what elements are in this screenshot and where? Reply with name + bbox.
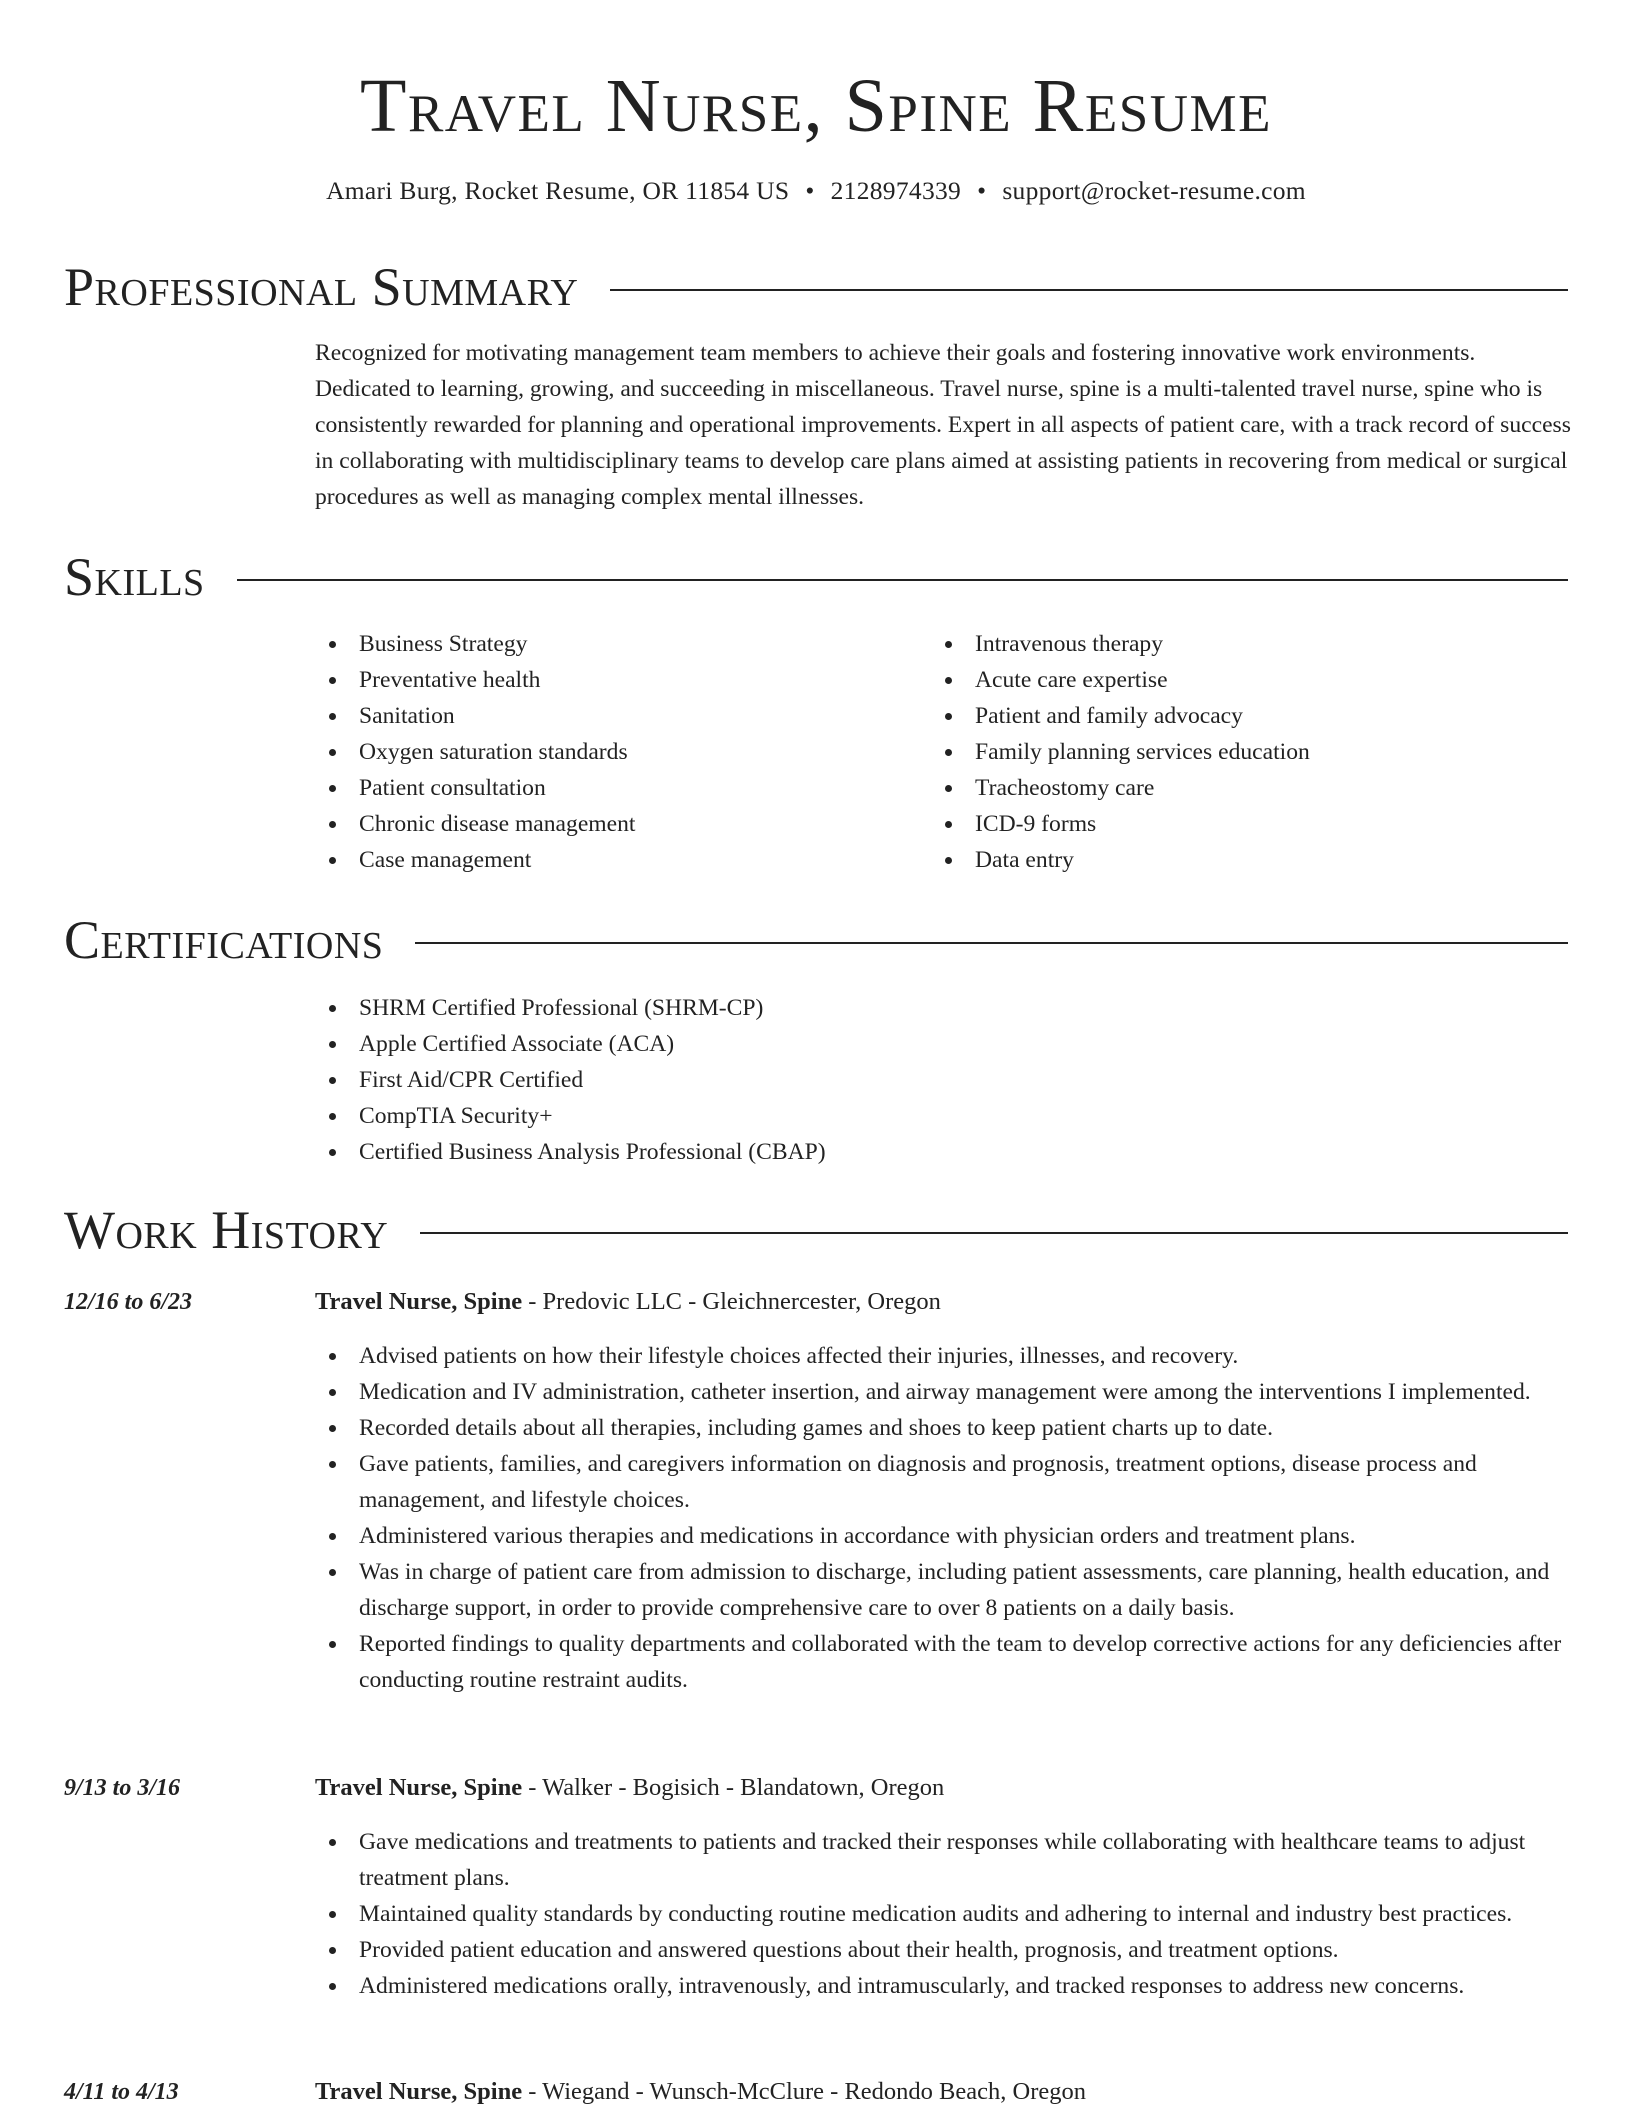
job-bullet: Medication and IV administration, catheter insertion, and airway management were among the interventions I implemented. bbox=[315, 1374, 1575, 1410]
job-heading bbox=[315, 2074, 1086, 2110]
job-dates: 12/16 to 6/23 bbox=[64, 1289, 193, 1315]
skill-item: Patient and family advocacy bbox=[931, 698, 1551, 734]
certifications-list bbox=[315, 990, 1575, 1170]
job-bullet: Was in charge of patient care from admission to discharge, including patient assessments, care planning, health education, and discharge support, in order to provide comprehensive care to over 8 patients on a daily basis. bbox=[315, 1554, 1575, 1626]
job-company-location: - Wiegand - Wunsch-McClure - Redondo Beach, Oregon bbox=[522, 2078, 1086, 2105]
job-heading bbox=[315, 1770, 944, 1806]
skill-item: Preventative health bbox=[315, 662, 915, 698]
section-title-skills: Skills bbox=[64, 547, 205, 607]
certification-item: Apple Certified Associate (ACA) bbox=[315, 1026, 1575, 1062]
section-header-certifications bbox=[64, 909, 1568, 971]
section-divider bbox=[415, 942, 1568, 944]
section-divider bbox=[610, 289, 1568, 291]
certification-item: SHRM Certified Professional (SHRM-CP) bbox=[315, 990, 1575, 1026]
job-dates: 9/13 to 3/16 bbox=[64, 1775, 181, 1801]
contact-email[interactable]: support@rocket-resume.com bbox=[1002, 176, 1306, 205]
skill-item: Business Strategy bbox=[315, 626, 915, 662]
job-bullet: Advised patients on how their lifestyle choices affected their injuries, illnesses, and recovery. bbox=[315, 1338, 1575, 1374]
job-company-location: - Predovic LLC - Gleichnercester, Oregon bbox=[522, 1288, 941, 1315]
section-header-work-history bbox=[64, 1199, 1568, 1261]
skill-item: Sanitation bbox=[315, 698, 915, 734]
job-bullets bbox=[315, 1824, 1575, 2004]
contact-separator: • bbox=[805, 176, 815, 205]
skill-item: Family planning services education bbox=[931, 734, 1551, 770]
job-title: Travel Nurse, Spine bbox=[315, 2078, 523, 2105]
certification-item: First Aid/CPR Certified bbox=[315, 1062, 1575, 1098]
contact-line bbox=[0, 173, 1632, 209]
job-title: Travel Nurse, Spine bbox=[315, 1774, 523, 1801]
section-title-summary: Professional Summary bbox=[64, 257, 579, 317]
skills-list-left bbox=[315, 626, 915, 878]
job-dates: 4/11 to 4/13 bbox=[64, 2079, 179, 2105]
skill-item: Acute care expertise bbox=[931, 662, 1551, 698]
skills-list-right bbox=[931, 626, 1551, 878]
resume-title: Travel Nurse, Spine Resume bbox=[360, 64, 1272, 148]
section-title-work-history: Work History bbox=[64, 1200, 389, 1260]
skill-item: Case management bbox=[315, 842, 915, 878]
job-bullets bbox=[315, 1338, 1575, 1698]
section-title-certifications: Certifications bbox=[64, 910, 384, 970]
skill-item: Patient consultation bbox=[315, 770, 915, 806]
contact-separator: • bbox=[977, 176, 987, 205]
contact-address: Amari Burg, Rocket Resume, OR 11854 US bbox=[326, 176, 790, 205]
job-bullet: Gave medications and treatments to patients and tracked their responses while collaborating with healthcare teams to adjust treatment plans. bbox=[315, 1824, 1575, 1896]
certification-item: Certified Business Analysis Professional (CBAP) bbox=[315, 1134, 1575, 1170]
job-heading bbox=[315, 1284, 941, 1320]
skill-item: Oxygen saturation standards bbox=[315, 734, 915, 770]
job-bullet: Administered various therapies and medications in accordance with physician orders and treatment plans. bbox=[315, 1518, 1575, 1554]
job-bullet: Provided patient education and answered questions about their health, prognosis, and treatment options. bbox=[315, 1932, 1575, 1968]
section-header-summary bbox=[64, 256, 1568, 318]
skill-item: ICD-9 forms bbox=[931, 806, 1551, 842]
section-divider bbox=[420, 1232, 1568, 1234]
job-bullet: Gave patients, families, and caregivers information on diagnosis and prognosis, treatment options, disease process and management, and lifestyle choices. bbox=[315, 1446, 1575, 1518]
contact-phone: 2128974339 bbox=[830, 176, 962, 205]
job-bullet: Reported findings to quality departments and collaborated with the team to develop corrective actions for any deficiencies after conducting routine restraint audits. bbox=[315, 1626, 1575, 1698]
certification-item: CompTIA Security+ bbox=[315, 1098, 1575, 1134]
skill-item: Data entry bbox=[931, 842, 1551, 878]
skill-item: Chronic disease management bbox=[315, 806, 915, 842]
skill-item: Intravenous therapy bbox=[931, 626, 1551, 662]
skill-item: Tracheostomy care bbox=[931, 770, 1551, 806]
job-title: Travel Nurse, Spine bbox=[315, 1288, 523, 1315]
job-bullet: Administered medications orally, intravenously, and intramuscularly, and tracked responses to address new concerns. bbox=[315, 1968, 1575, 2004]
job-company-location: - Walker - Bogisich - Blandatown, Oregon bbox=[522, 1774, 945, 1801]
section-header-skills bbox=[64, 546, 1568, 608]
summary-paragraph: Recognized for motivating management team members to achieve their goals and fostering innovative work environments. Dedicated to learning, growing, and succeeding in miscellaneous. Travel nurse, spine is a multi-talented travel nurse, spine who is consistently rewarded for planning and operational improvements. Expert in all aspects of patient care, with a track record of success in collaborating with multidisciplinary teams to develop care plans aimed at assisting patients in recovering from medical or surgical procedures as well as managing complex mental illnesses. bbox=[315, 340, 1571, 510]
section-divider bbox=[237, 579, 1568, 581]
job-bullet: Maintained quality standards by conducting routine medication audits and adhering to internal and industry best practices. bbox=[315, 1896, 1575, 1932]
job-bullet: Recorded details about all therapies, including games and shoes to keep patient charts up to date. bbox=[315, 1410, 1575, 1446]
